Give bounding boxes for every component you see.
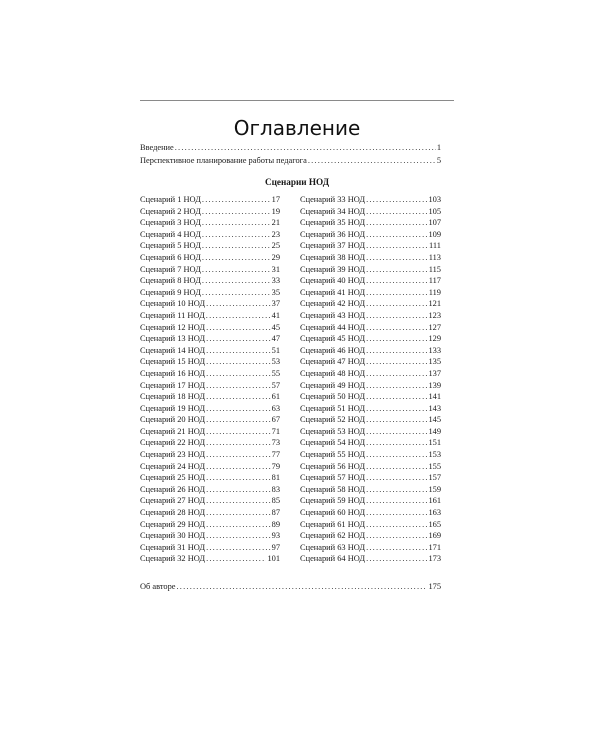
toc-entry[interactable]	[300, 217, 441, 229]
toc-entry-page: 153	[428, 450, 441, 460]
toc-entry[interactable]	[300, 437, 441, 449]
toc-entry[interactable]	[140, 449, 280, 461]
toc-entry-label: Введение	[140, 143, 174, 152]
dot-leader	[206, 322, 271, 334]
toc-entry-label: Сценарий 60 НОД	[300, 508, 366, 518]
toc-entry[interactable]	[140, 275, 280, 287]
toc-entry-label: Сценарий 29 НОД	[140, 519, 206, 529]
dot-leader	[202, 264, 271, 276]
dot-leader	[366, 356, 427, 368]
toc-entry-page: 1	[436, 143, 441, 152]
dot-leader	[206, 356, 271, 368]
toc-entry-page: 111	[429, 241, 441, 251]
toc-entry-label: Сценарий 41 НОД	[300, 287, 366, 297]
toc-entry[interactable]	[140, 426, 280, 438]
toc-entry-label: Сценарий 4 НОД	[140, 229, 201, 239]
dot-leader	[366, 403, 427, 415]
toc-entry-page: 105	[428, 206, 441, 216]
dot-leader	[366, 264, 428, 276]
toc-entry-page: 173	[428, 554, 441, 564]
dot-leader	[206, 542, 271, 554]
toc-entry-page: 121	[428, 299, 441, 309]
dot-leader	[366, 229, 427, 241]
dot-leader	[206, 310, 271, 322]
toc-entry-page: 127	[428, 322, 441, 332]
toc-entry-label: Сценарий 22 НОД	[140, 438, 206, 448]
toc-entry-page: 63	[271, 403, 280, 413]
dot-leader	[366, 298, 427, 310]
toc-entry-page: 53	[271, 357, 280, 367]
dot-leader	[206, 414, 271, 426]
toc-entry-page: 119	[428, 287, 441, 297]
toc-entry-page: 23	[271, 229, 280, 239]
toc-entry-page: 171	[428, 542, 441, 552]
toc-entry-label: Сценарий 53 НОД	[300, 426, 366, 436]
dot-leader	[206, 380, 271, 392]
toc-entry-label: Сценарий 52 НОД	[300, 415, 366, 425]
toc-entry-page: 149	[428, 426, 441, 436]
dot-leader	[366, 287, 428, 299]
toc-entry-page: 29	[271, 252, 280, 262]
dot-leader	[202, 240, 271, 252]
toc-entry-page: 165	[428, 519, 441, 529]
toc-entry-page: 67	[271, 415, 280, 425]
dot-leader	[206, 391, 271, 403]
toc-entry[interactable]	[300, 345, 441, 357]
toc-entry[interactable]	[140, 414, 280, 426]
toc-entry-label: Сценарий 47 НОД	[300, 357, 366, 367]
toc-entry-page: 45	[271, 322, 280, 332]
toc-entry-page: 89	[271, 519, 280, 529]
toc-entry-label: Сценарий 20 НОД	[140, 415, 206, 425]
toc-entry-label: Сценарий 38 НОД	[300, 252, 366, 262]
toc-entry[interactable]	[140, 356, 280, 368]
toc-entry-label: Сценарий 42 НОД	[300, 299, 366, 309]
toc-entry-planning[interactable]	[140, 155, 441, 167]
toc-entry-label: Сценарий 10 НОД	[140, 299, 206, 309]
toc-entry-label: Сценарий 45 НОД	[300, 334, 366, 344]
toc-entry[interactable]	[140, 461, 280, 473]
toc-entry-page: 155	[428, 461, 441, 471]
toc-entry[interactable]	[140, 530, 280, 542]
toc-entry-label: Сценарий 31 НОД	[140, 542, 206, 552]
dot-leader	[366, 368, 427, 380]
dot-leader	[202, 229, 271, 241]
toc-entry-label: Сценарий 18 НОД	[140, 392, 206, 402]
toc-entry[interactable]	[140, 507, 280, 519]
dot-leader	[366, 252, 428, 264]
dot-leader	[366, 437, 427, 449]
dot-leader	[366, 449, 427, 461]
toc-entry-label: Сценарий 54 НОД	[300, 438, 366, 448]
toc-entry-page: 87	[271, 508, 280, 518]
toc-entry-page: 71	[271, 426, 280, 436]
toc-entry-label: Сценарий 40 НОД	[300, 276, 366, 286]
toc-column-right	[300, 194, 441, 565]
toc-entry[interactable]	[300, 240, 441, 252]
toc-entry[interactable]	[300, 356, 441, 368]
toc-entry[interactable]	[300, 495, 441, 507]
dot-leader	[206, 437, 271, 449]
toc-entry[interactable]	[300, 461, 441, 473]
dot-leader	[206, 507, 271, 519]
toc-entry-page: 93	[271, 531, 280, 541]
toc-entry-page: 161	[428, 496, 441, 506]
toc-entry-page: 41	[271, 310, 280, 320]
toc-entry[interactable]	[300, 206, 441, 218]
toc-entry[interactable]	[140, 403, 280, 415]
toc-entry-label: Сценарий 26 НОД	[140, 484, 206, 494]
toc-entry[interactable]	[300, 264, 441, 276]
toc-entry-label: Сценарий 28 НОД	[140, 508, 206, 518]
toc-entry-label: Сценарий 50 НОД	[300, 392, 366, 402]
dot-leader	[366, 275, 428, 287]
toc-entry[interactable]	[300, 322, 441, 334]
toc-entry[interactable]	[140, 368, 280, 380]
toc-entry-page: 113	[428, 252, 441, 262]
toc-entry-page: 137	[428, 368, 441, 378]
dot-leader	[366, 310, 427, 322]
toc-entry-label: Сценарий 51 НОД	[300, 403, 366, 413]
toc-entry-label: Сценарий 36 НОД	[300, 229, 366, 239]
page-title: Оглавление	[233, 116, 361, 140]
toc-entry[interactable]	[300, 194, 441, 206]
toc-entry[interactable]	[140, 252, 280, 264]
section-heading: Сценарии НОД	[264, 177, 330, 187]
dot-leader	[366, 240, 428, 252]
toc-entry-label: Сценарий 62 НОД	[300, 531, 366, 541]
toc-entry-intro[interactable]	[140, 142, 441, 154]
dot-leader	[366, 414, 427, 426]
toc-entry-label: Сценарий 9 НОД	[140, 287, 201, 297]
toc-entry-label: Сценарий 19 НОД	[140, 403, 206, 413]
toc-entry[interactable]	[140, 345, 280, 357]
toc-entry-label: Сценарий 58 НОД	[300, 484, 366, 494]
dot-leader	[366, 391, 427, 403]
toc-entry-page: 37	[271, 299, 280, 309]
toc-entry-page: 85	[271, 496, 280, 506]
toc-entry[interactable]	[140, 310, 280, 322]
dot-leader	[366, 333, 427, 345]
toc-entry[interactable]	[300, 472, 441, 484]
toc-entry-page: 123	[428, 310, 441, 320]
toc-entry-page: 31	[271, 264, 280, 274]
dot-leader	[202, 194, 271, 206]
toc-entry[interactable]	[140, 437, 280, 449]
toc-entry[interactable]	[300, 391, 441, 403]
toc-entry-label: Сценарий 64 НОД	[300, 554, 366, 564]
toc-entry[interactable]	[140, 391, 280, 403]
dot-leader	[175, 142, 436, 154]
dot-leader	[366, 542, 427, 554]
toc-entry-label: Сценарий 14 НОД	[140, 345, 206, 355]
toc-entry[interactable]	[300, 333, 441, 345]
dot-leader	[202, 275, 271, 287]
toc-entry-page: 97	[271, 542, 280, 552]
toc-entry-label: Об авторе	[140, 582, 176, 591]
toc-entry[interactable]	[140, 229, 280, 241]
dot-leader	[366, 484, 427, 496]
toc-entry-label: Сценарий 48 НОД	[300, 368, 366, 378]
toc-entry[interactable]	[140, 287, 280, 299]
toc-entry-label: Сценарий 21 НОД	[140, 426, 206, 436]
toc-entry-label: Сценарий 25 НОД	[140, 473, 206, 483]
dot-leader	[366, 519, 427, 531]
toc-entry-label: Сценарий 23 НОД	[140, 450, 206, 460]
toc-entry-page: 21	[271, 218, 280, 228]
toc-entry-page: 151	[428, 438, 441, 448]
toc-entry-page: 35	[271, 287, 280, 297]
toc-entry-page: 73	[271, 438, 280, 448]
toc-entry[interactable]	[140, 472, 280, 484]
dot-leader	[366, 345, 427, 357]
toc-entry-label: Сценарий 16 НОД	[140, 368, 206, 378]
toc-entry-label: Сценарий 56 НОД	[300, 461, 366, 471]
toc-entry-label: Сценарий 5 НОД	[140, 241, 201, 251]
toc-entry[interactable]	[140, 495, 280, 507]
toc-entry-page: 163	[428, 508, 441, 518]
toc-entry[interactable]	[140, 553, 280, 565]
toc-entry-page: 143	[428, 403, 441, 413]
toc-entry-page: 19	[271, 206, 280, 216]
toc-entry[interactable]	[140, 542, 280, 554]
toc-entry[interactable]	[300, 310, 441, 322]
toc-entry-page: 81	[271, 473, 280, 483]
toc-entry-page: 57	[271, 380, 280, 390]
dot-leader	[366, 495, 427, 507]
dot-leader	[366, 322, 427, 334]
toc-entry[interactable]	[140, 298, 280, 310]
dot-leader	[366, 472, 427, 484]
toc-entry-page: 139	[428, 380, 441, 390]
toc-entry-page: 159	[428, 484, 441, 494]
toc-entry[interactable]	[300, 426, 441, 438]
toc-entry-page: 107	[428, 218, 441, 228]
dot-leader	[366, 553, 427, 565]
toc-entry[interactable]	[140, 206, 280, 218]
toc-entry-page: 175	[428, 582, 441, 591]
toc-entry[interactable]	[140, 217, 280, 229]
toc-entry[interactable]	[300, 414, 441, 426]
toc-entry-page: 101	[267, 554, 280, 564]
dot-leader	[206, 298, 271, 310]
toc-entry-label: Сценарий 7 НОД	[140, 264, 201, 274]
toc-entry-label: Сценарий 17 НОД	[140, 380, 206, 390]
toc-entry-label: Перспективное планирование работы педагога	[140, 156, 307, 165]
toc-entry-page: 83	[271, 484, 280, 494]
toc-entry[interactable]	[300, 368, 441, 380]
toc-entry[interactable]	[140, 322, 280, 334]
dot-leader	[206, 495, 271, 507]
dot-leader	[366, 461, 427, 473]
toc-entry-label: Сценарий 8 НОД	[140, 276, 201, 286]
toc-entry-page: 157	[428, 473, 441, 483]
toc-entry-label: Сценарий 61 НОД	[300, 519, 366, 529]
toc-entry-label: Сценарий 39 НОД	[300, 264, 366, 274]
toc-entry-page: 141	[428, 392, 441, 402]
toc-entry[interactable]	[300, 449, 441, 461]
toc-entry-label: Сценарий 55 НОД	[300, 450, 366, 460]
dot-leader	[206, 333, 271, 345]
toc-entry-page: 79	[271, 461, 280, 471]
toc-entry-label: Сценарий 59 НОД	[300, 496, 366, 506]
toc-entry[interactable]	[140, 484, 280, 496]
dot-leader	[206, 449, 271, 461]
toc-entry-label: Сценарий 13 НОД	[140, 334, 206, 344]
dot-leader	[202, 206, 271, 218]
toc-entry-label: Сценарий 2 НОД	[140, 206, 201, 216]
toc-entry-label: Сценарий 30 НОД	[140, 531, 206, 541]
toc-entry-label: Сценарий 43 НОД	[300, 310, 366, 320]
toc-entry-label: Сценарий 32 НОД	[140, 554, 206, 564]
toc-entry-page: 33	[271, 276, 280, 286]
dot-leader	[308, 155, 436, 167]
toc-entry[interactable]	[300, 298, 441, 310]
toc-entry-label: Сценарий 3 НОД	[140, 218, 201, 228]
toc-entry[interactable]	[140, 264, 280, 276]
dot-leader	[202, 217, 271, 229]
toc-entry[interactable]	[140, 519, 280, 531]
toc-entry-page: 103	[428, 195, 441, 204]
toc-entry-page: 109	[428, 229, 441, 239]
toc-column-left	[140, 194, 280, 565]
toc-entry-page: 77	[271, 450, 280, 460]
toc-entry[interactable]	[140, 333, 280, 345]
dot-leader	[206, 484, 271, 496]
dot-leader	[366, 507, 427, 519]
toc-entry-page: 117	[428, 276, 441, 286]
dot-leader	[206, 403, 271, 415]
dot-leader	[206, 461, 271, 473]
toc-entry-page: 47	[271, 334, 280, 344]
toc-entry-label: Сценарий 11 НОД	[140, 310, 205, 320]
dot-leader	[206, 553, 266, 565]
toc-entry-label: Сценарий 33 НОД	[300, 195, 366, 204]
dot-leader	[206, 426, 271, 438]
toc-entry-page: 169	[428, 531, 441, 541]
toc-entry-label: Сценарий 27 НОД	[140, 496, 206, 506]
toc-entry[interactable]	[300, 519, 441, 531]
dot-leader	[202, 252, 271, 264]
dot-leader	[206, 472, 271, 484]
toc-entry[interactable]	[140, 194, 280, 206]
toc-entry-about-author[interactable]	[140, 581, 441, 593]
toc-entry[interactable]	[300, 484, 441, 496]
toc-entry-page: 55	[271, 368, 280, 378]
toc-entry[interactable]	[300, 403, 441, 415]
toc-entry-page: 5	[436, 156, 441, 165]
toc-entry-page: 17	[271, 195, 280, 204]
toc-entry-page: 51	[271, 345, 280, 355]
toc-entry[interactable]	[300, 542, 441, 554]
toc-entry-label: Сценарий 15 НОД	[140, 357, 206, 367]
toc-entry-page: 61	[271, 392, 280, 402]
dot-leader	[366, 426, 427, 438]
dot-leader	[206, 368, 271, 380]
toc-entry-page: 129	[428, 334, 441, 344]
toc-entry-label: Сценарий 49 НОД	[300, 380, 366, 390]
toc-entry-page: 25	[271, 241, 280, 251]
toc-entry[interactable]	[300, 530, 441, 542]
toc-entry[interactable]	[300, 553, 441, 565]
toc-entry[interactable]	[300, 275, 441, 287]
toc-entry-page: 115	[428, 264, 441, 274]
toc-entry-page: 135	[428, 357, 441, 367]
dot-leader	[177, 581, 428, 593]
toc-entry-label: Сценарий 34 НОД	[300, 206, 366, 216]
toc-entry-label: Сценарий 6 НОД	[140, 252, 201, 262]
toc-entry-label: Сценарий 46 НОД	[300, 345, 366, 355]
toc-entry[interactable]	[140, 240, 280, 252]
toc-entry[interactable]	[300, 229, 441, 241]
toc-entry[interactable]	[140, 380, 280, 392]
dot-leader	[366, 530, 427, 542]
dot-leader	[366, 217, 427, 229]
dot-leader	[366, 380, 427, 392]
toc-entry-label: Сценарий 24 НОД	[140, 461, 206, 471]
dot-leader	[206, 519, 271, 531]
toc-entry-label: Сценарий 63 НОД	[300, 542, 366, 552]
dot-leader	[366, 194, 427, 206]
toc-entry-page: 133	[428, 345, 441, 355]
top-rule	[140, 100, 454, 101]
dot-leader	[206, 530, 271, 542]
toc-entry-label: Сценарий 1 НОД	[140, 195, 201, 204]
toc-entry-label: Сценарий 57 НОД	[300, 473, 366, 483]
toc-entry-page: 145	[428, 415, 441, 425]
dot-leader	[206, 345, 271, 357]
toc-entry[interactable]	[300, 287, 441, 299]
toc-entry-label: Сценарий 35 НОД	[300, 218, 366, 228]
toc-entry-label: Сценарий 44 НОД	[300, 322, 366, 332]
toc-entry-label: Сценарий 12 НОД	[140, 322, 206, 332]
toc-entry-label: Сценарий 37 НОД	[300, 241, 366, 251]
toc-entry[interactable]	[300, 380, 441, 392]
dot-leader	[202, 287, 271, 299]
toc-entry[interactable]	[300, 507, 441, 519]
toc-entry[interactable]	[300, 252, 441, 264]
dot-leader	[366, 206, 427, 218]
